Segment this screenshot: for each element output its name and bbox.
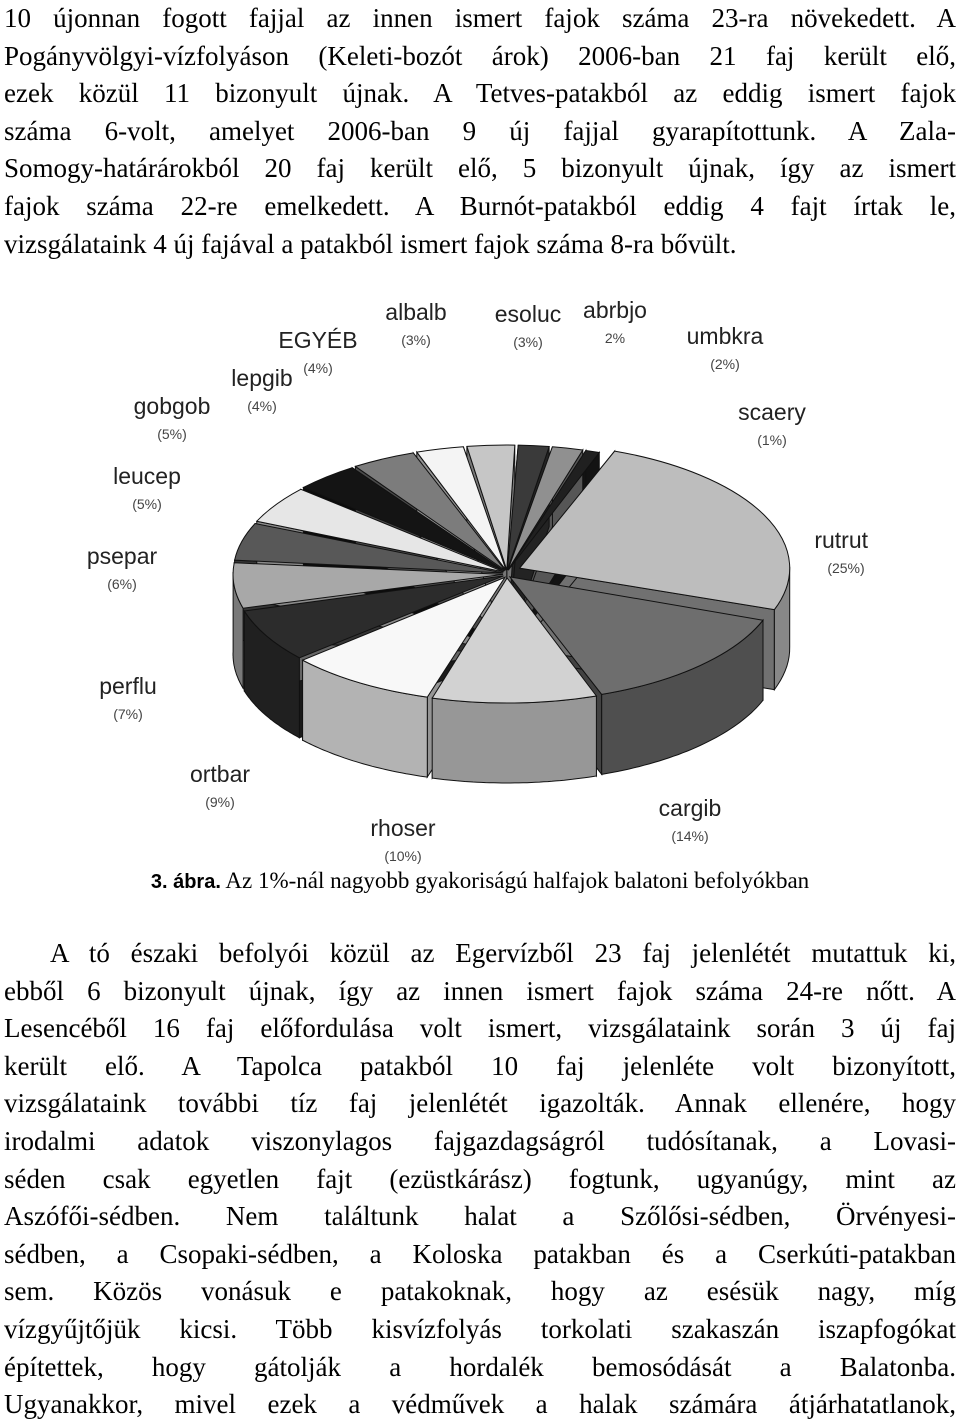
text-line: Ugyanakkor, mivel ezek a védművek a halak számára átjárhatatlanok,	[4, 1389, 956, 1420]
text-line: 10 újonnan fogott fajjal az innen ismert fajok száma 23-ra növekedett. A	[4, 3, 956, 33]
slice-percent-label: (3%)	[401, 332, 431, 348]
slice-label: rutrut	[814, 527, 868, 553]
slice-label: EGYÉB	[278, 327, 358, 353]
slice-label: leucep	[113, 463, 181, 489]
text-line: ezek közül 11 bizonyult újnak. A Tetves-patakból az eddig ismert fajok	[4, 78, 956, 109]
slice-label: perflu	[99, 673, 157, 699]
slice-percent-label: (9%)	[205, 794, 235, 810]
text-line: építettek, hogy gátolják a hordalék bemosódását a Balatonba.	[4, 1351, 956, 1382]
figure-caption	[0, 868, 960, 894]
slice-percent-label: (1%)	[757, 432, 787, 448]
text-line: Somogy-határárokból 20 faj került elő, 5 bizonyult újnak, így az ismert	[4, 153, 956, 184]
text-line: fajok száma 22-re emelkedett. A Burnót-patakból eddig 4 fajt írtak le,	[4, 190, 956, 221]
slice-percent-label: (25%)	[827, 560, 865, 576]
slice-label: abrbjo	[583, 297, 647, 323]
pie-slices	[233, 445, 790, 783]
slice-percent-label: (6%)	[107, 576, 137, 592]
slice-label: scaery	[738, 399, 806, 425]
slice-label: psepar	[86, 543, 158, 569]
text-line: sem. Közös vonásuk e patakoknak, hogy az esésük nagy, míg	[4, 1276, 956, 1307]
text-line: száma 6-volt, amelyet 2006-ban 9 új fajjal gyarapítottunk. A Zala-	[4, 115, 956, 146]
text-line: A tó északi befolyói közül az Egervízből 23 faj jelenlétét mutattuk ki,	[50, 938, 956, 968]
text-line: Lesencéből 16 faj előfordulása volt ismert, vizsgálataink során 3 új faj	[4, 1013, 956, 1044]
slice-label: rhoser	[370, 815, 436, 841]
text-line: Aszófői-sédben. Nem találtunk halat a Szőlősi-sédben, Örvényesi-	[4, 1201, 956, 1232]
paragraph-2	[4, 935, 956, 1424]
figure-label: 3. ábra.	[150, 871, 221, 893]
text-line: sédben, a Csopaki-sédben, a Koloska patakban és a Cserkúti-patakban	[4, 1238, 956, 1269]
text-line: került elő. A Tapolca patakból 10 faj jelenléte volt bizonyított,	[4, 1050, 956, 1081]
slice-percent-label: (5%)	[157, 426, 187, 442]
slice-label: ortbar	[189, 761, 251, 787]
slice-percent-label: (4%)	[303, 360, 333, 376]
text-line: vízgyűjtőjük kicsi. Több kisvízfolyás torkolati szakaszán iszapfogókat	[4, 1313, 956, 1344]
figure-caption-text: Az 1%-nál nagyobb gyakoriságú halfajok balatoni befolyókban	[225, 868, 810, 893]
slice-percent-label: (5%)	[132, 496, 162, 512]
slice-percent-label: (7%)	[113, 706, 143, 722]
pie-chart	[80, 292, 880, 864]
slice-label: gobgob	[133, 393, 211, 419]
text-line: Pogányvölgyi-vízfolyáson (Keleti-bozót árok) 2006-ban 21 faj került elő,	[4, 40, 956, 71]
slice-label: esoluc	[494, 301, 562, 327]
text-line: irodalmi adatok viszonylagos fajgazdagságról tudósítanak, a Lovasi-	[4, 1125, 956, 1156]
slice-percent-label: (4%)	[247, 398, 277, 414]
slice-label: albalb	[385, 299, 447, 325]
slice-label: umbkra	[686, 323, 764, 349]
text-line: ebből 6 bizonyult újnak, így az innen ismert fajok száma 24-re nőtt. A	[4, 975, 956, 1006]
text-line: vizsgálataink további tíz faj jelenlétét igazolták. Annak ellenére, hogy	[4, 1088, 956, 1119]
slice-percent-label: (10%)	[384, 848, 422, 864]
slice-percent-label: (2%)	[710, 356, 740, 372]
slice-percent-label: 2%	[604, 330, 626, 346]
text-line: vizsgálataink 4 új fajával a patakból ismert fajok száma 8-ra bővült.	[4, 228, 737, 259]
pie-slice-wall	[432, 696, 596, 783]
slice-percent-label: (14%)	[671, 828, 709, 844]
slice-label: lepgib	[231, 365, 293, 391]
paragraph-1	[4, 0, 956, 263]
slice-label: cargib	[658, 795, 722, 821]
slice-percent-label: (3%)	[513, 334, 543, 350]
text-line: séden csak egyetlen fajt (ezüstkárász) fogtunk, ugyanúgy, mint az	[4, 1163, 956, 1194]
